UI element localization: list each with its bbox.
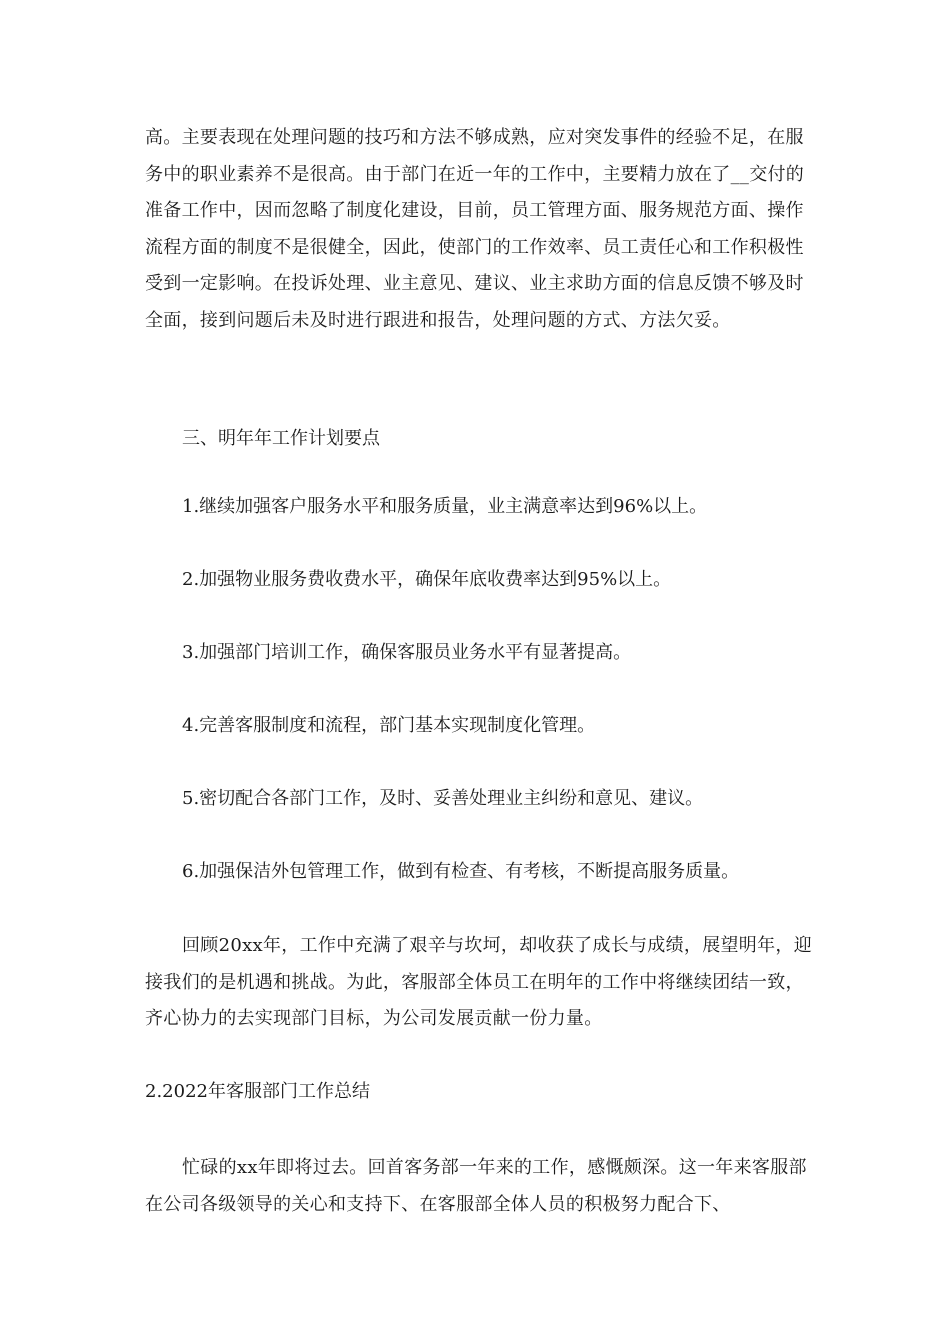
paragraph-review: 回顾20xx年，工作中充满了艰辛与坎坷，却收获了成长与成绩，展望明年，迎接我们的是机遇和挑战。为此，客服部全体员工在明年的工作中将继续团结一致，齐心协力的去实现部门目标，为公司发展贡献一份力量。 bbox=[145, 935, 813, 1029]
paragraph-problems: 高。主要表现在处理问题的技巧和方法不够成熟，应对突发事件的经验不足，在服务中的职业素养不是很高。由于部门在近一年的工作中，主要精力放在了__交付的准备工作中，因而忽略了制度化建设，目前，员工管理方面、服务规范方面、操作流程方面的制度不是很健全，因此，使部门的工作效率、员工责任心和工作积极性受到一定影响。在投诉处理、业主意见、建议、业主求助方面的信息反馈不够及时全面，接到问题后未及时进行跟进和报告，处理问题的方式、方法欠妥。 bbox=[145, 127, 805, 331]
plan-item-1: 1.继续加强客户服务水平和服务质量，业主满意率达到96%以上。 bbox=[182, 496, 708, 517]
plan-item-2: 2.加强物业服务费收费水平，确保年底收费率达到95%以上。 bbox=[182, 569, 672, 590]
section-heading-next-year-plan: 三、明年年工作计划要点 bbox=[182, 428, 380, 449]
plan-item-5: 5.密切配合各部门工作，及时、妥善处理业主纠纷和意见、建议。 bbox=[182, 788, 704, 809]
plan-item-4: 4.完善客服制度和流程，部门基本实现制度化管理。 bbox=[182, 715, 596, 736]
paragraph-intro: 忙碌的xx年即将过去。回首客务部一年来的工作，感慨颇深。这一年来客服部在公司各级领导的关心和支持下、在客服部全体人员的积极努力配合下、 bbox=[145, 1157, 807, 1215]
plan-item-3: 3.加强部门培训工作，确保客服员业务水平有显著提高。 bbox=[182, 642, 632, 663]
plan-item-6: 6.加强保洁外包管理工作，做到有检查、有考核，不断提高服务质量。 bbox=[182, 861, 740, 882]
article-title: 2.2022年客服部门工作总结 bbox=[145, 1081, 370, 1102]
